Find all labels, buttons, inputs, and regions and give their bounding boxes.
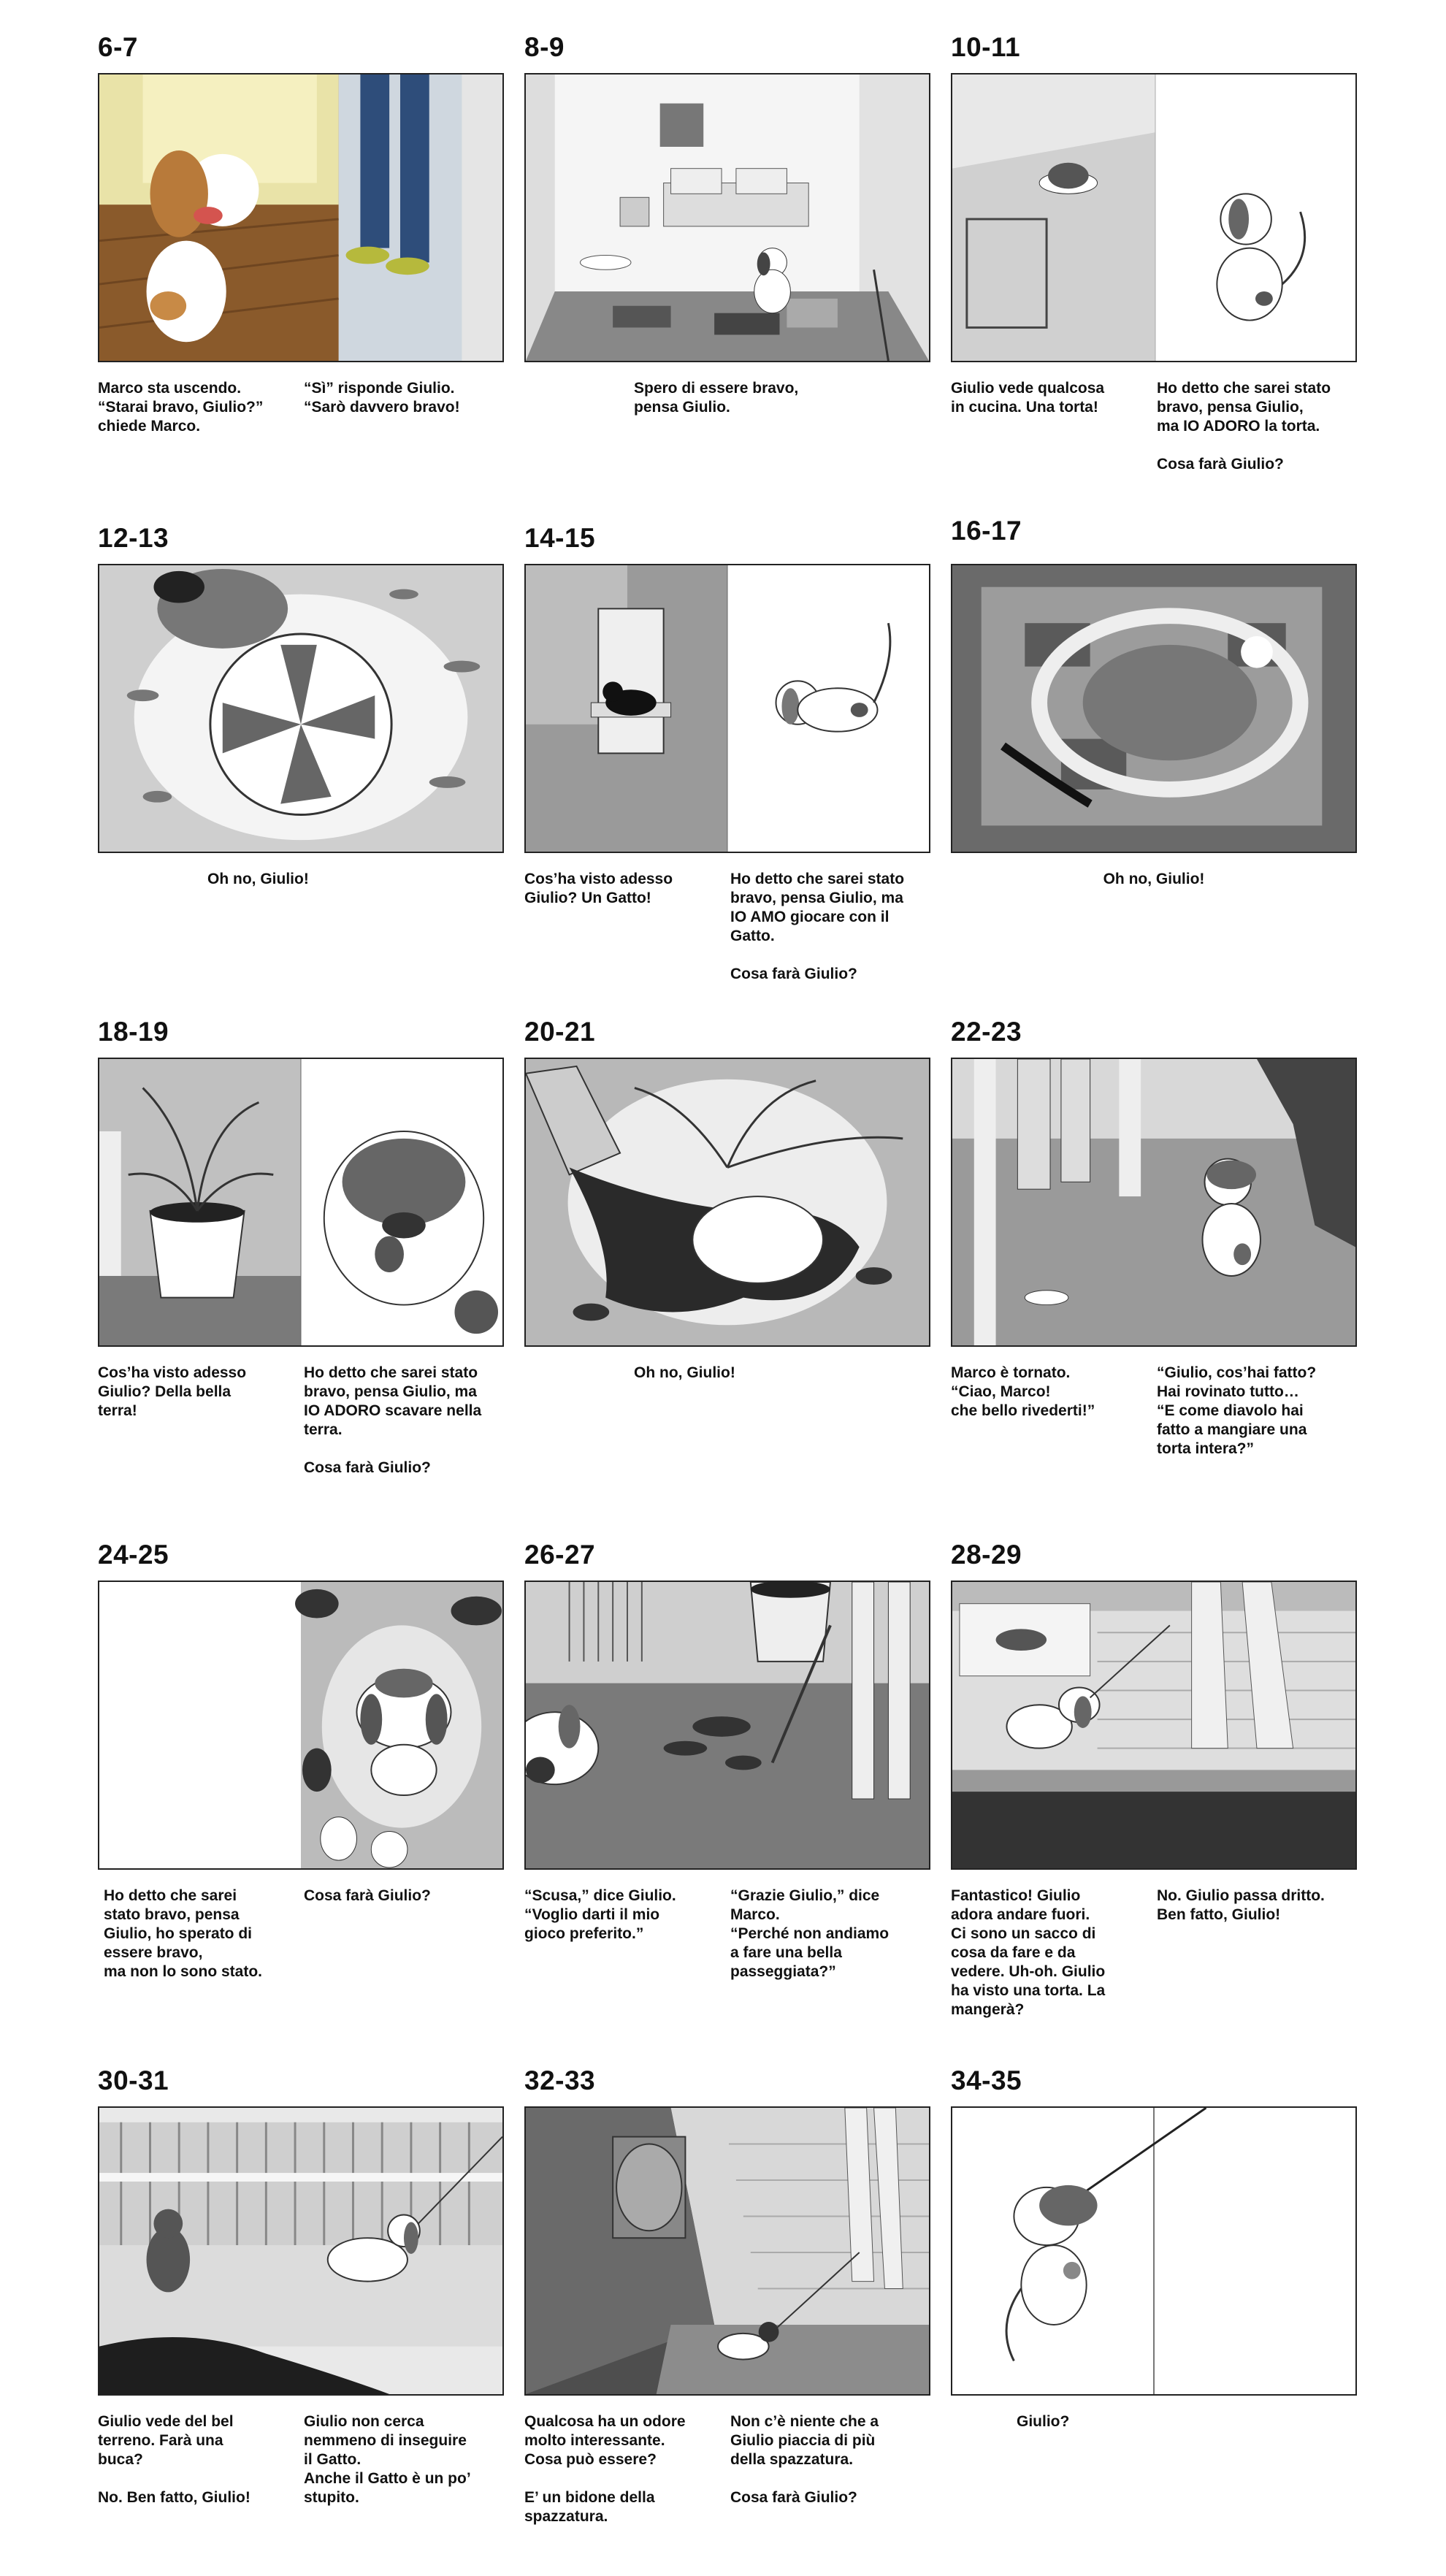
storyboard-cell-12-13 xyxy=(98,523,507,932)
page-number: 26-27 xyxy=(524,1540,596,1570)
storyboard-cell-26-27 xyxy=(524,1540,933,1980)
storyboard-cell-8-9 xyxy=(524,32,933,441)
illustration-dog-owner-leaving xyxy=(98,73,504,362)
storyboard-cell-16-17 xyxy=(951,516,1360,932)
storyboard-cell-22-23 xyxy=(951,1017,1360,1457)
page-number: 8-9 xyxy=(524,32,565,62)
storyboard-cell-20-21 xyxy=(524,1017,933,1426)
illustration-dog-in-dirt xyxy=(524,1058,930,1347)
caption-right: “Giulio, cos’hai fatto? Hai rovinato tutto… “E come diavolo hai fatto a mangiare una torta intera?” xyxy=(1157,1364,1317,1457)
caption-left: Qualcosa ha un odore molto interessante. Cosa può essere? E’ un bidone della spazzatura. xyxy=(524,2413,686,2525)
caption-center: Spero di essere bravo, pensa Giulio. xyxy=(634,380,799,416)
storyboard-cell-18-19 xyxy=(98,1017,507,1476)
illustration-dog-sorry xyxy=(98,1581,504,1870)
caption-right: No. Giulio passa dritto. Ben fatto, Giulio! xyxy=(1157,1887,1325,1923)
page-number: 14-15 xyxy=(524,523,596,553)
page-number: 24-25 xyxy=(98,1540,169,1570)
storyboard-cell-24-25 xyxy=(98,1540,507,1980)
page-number: 30-31 xyxy=(98,2065,169,2095)
caption-center: Giulio? xyxy=(1017,2413,1070,2430)
caption-right: Cosa farà Giulio? xyxy=(304,1887,431,1904)
page-number: 10-11 xyxy=(951,32,1021,62)
storyboard-cell-32-33 xyxy=(524,2065,933,2525)
caption-right: Ho detto che sarei stato bravo, pensa Giulio, ma IO ADORO la torta. Cosa farà Giulio? xyxy=(1157,380,1331,473)
caption-left: Marco sta uscendo. “Starai bravo, Giulio?” chiede Marco. xyxy=(98,380,264,435)
caption-left: “Scusa,” dice Giulio. “Voglio darti il mio gioco preferito.” xyxy=(524,1887,676,1942)
caption-right: “Grazie Giulio,” dice Marco. “Perché non andiamo a fare una bella passeggiata?” xyxy=(730,1887,890,1980)
page-number: 12-13 xyxy=(98,523,169,553)
storyboard-cell-30-31 xyxy=(98,2065,507,2506)
page-number: 6-7 xyxy=(98,32,138,62)
page-number: 34-35 xyxy=(951,2065,1022,2095)
illustration-walk-past-cake xyxy=(951,1581,1357,1870)
caption-left: Marco è tornato. “Ciao, Marco! che bello rivederti!” xyxy=(951,1364,1095,1419)
caption-right: Non c’è niente che a Giulio piaccia di più della spazzatura. Cosa farà Giulio? xyxy=(730,2413,879,2506)
page-number: 20-21 xyxy=(524,1017,596,1047)
illustration-living-room xyxy=(524,73,930,362)
caption-center: Oh no, Giulio! xyxy=(207,871,309,887)
caption-right: Giulio non cerca nemmeno di inseguire il Gatto. Anche il Gatto è un po’ stupito. xyxy=(304,2413,471,2506)
page-number: 16-17 xyxy=(951,516,1022,546)
page-number: 22-23 xyxy=(951,1017,1022,1047)
illustration-trash-bin xyxy=(524,2106,930,2396)
caption-center: Oh no, Giulio! xyxy=(1103,871,1205,887)
caption-left: Ho detto che sarei stato bravo, pensa Giulio, ho sperato di essere bravo, ma non lo sono stato. xyxy=(104,1887,263,1980)
caption-left: Cos’ha visto adesso Giulio? Un Gatto! xyxy=(524,871,673,906)
caption-left: Giulio vede qualcosa in cucina. Una torta! xyxy=(951,380,1105,416)
storyboard-cell-10-11 xyxy=(951,32,1360,473)
page-number: 18-19 xyxy=(98,1017,169,1047)
caption-left: Fantastico! Giulio adora andare fuori. Ci sono un sacco di cosa da fare e da vedere. Uh-oh. Giulio ha visto una torta. La mangerà? xyxy=(951,1887,1106,2018)
illustration-chasing-cat xyxy=(951,564,1357,853)
illustration-cat-on-chair xyxy=(524,564,930,853)
storyboard-cell-34-35 xyxy=(951,2065,1360,2474)
caption-left: Cos’ha visto adesso Giulio? Della bella terra! xyxy=(98,1364,247,1419)
illustration-dog-on-leash xyxy=(951,2106,1357,2396)
illustration-marco-returns xyxy=(951,1058,1357,1347)
page-number: 28-29 xyxy=(951,1540,1022,1570)
caption-left: Giulio vede del bel terreno. Farà una buca? No. Ben fatto, Giulio! xyxy=(98,2413,250,2506)
caption-right: “Sì” risponde Giulio. “Sarò davvero bravo! xyxy=(304,380,460,416)
illustration-plant-pot xyxy=(98,1058,504,1347)
illustration-kitchen-cake xyxy=(951,73,1357,362)
storyboard-cell-28-29 xyxy=(951,1540,1360,2018)
illustration-park-cat xyxy=(98,2106,504,2396)
caption-center: Oh no, Giulio! xyxy=(634,1364,735,1381)
storyboard-cell-14-15 xyxy=(524,523,933,982)
page-number: 32-33 xyxy=(524,2065,596,2095)
illustration-cake-eaten xyxy=(98,564,504,853)
caption-right: Ho detto che sarei stato bravo, pensa Giulio, ma IO AMO giocare con il Gatto. Cosa farà Giulio? xyxy=(730,871,905,982)
storyboard-cell-6-7 xyxy=(98,32,507,441)
illustration-cleaning-up xyxy=(524,1581,930,1870)
caption-right: Ho detto che sarei stato bravo, pensa Giulio, ma IO ADORO scavare nella terra. Cosa farà Giulio? xyxy=(304,1364,482,1476)
